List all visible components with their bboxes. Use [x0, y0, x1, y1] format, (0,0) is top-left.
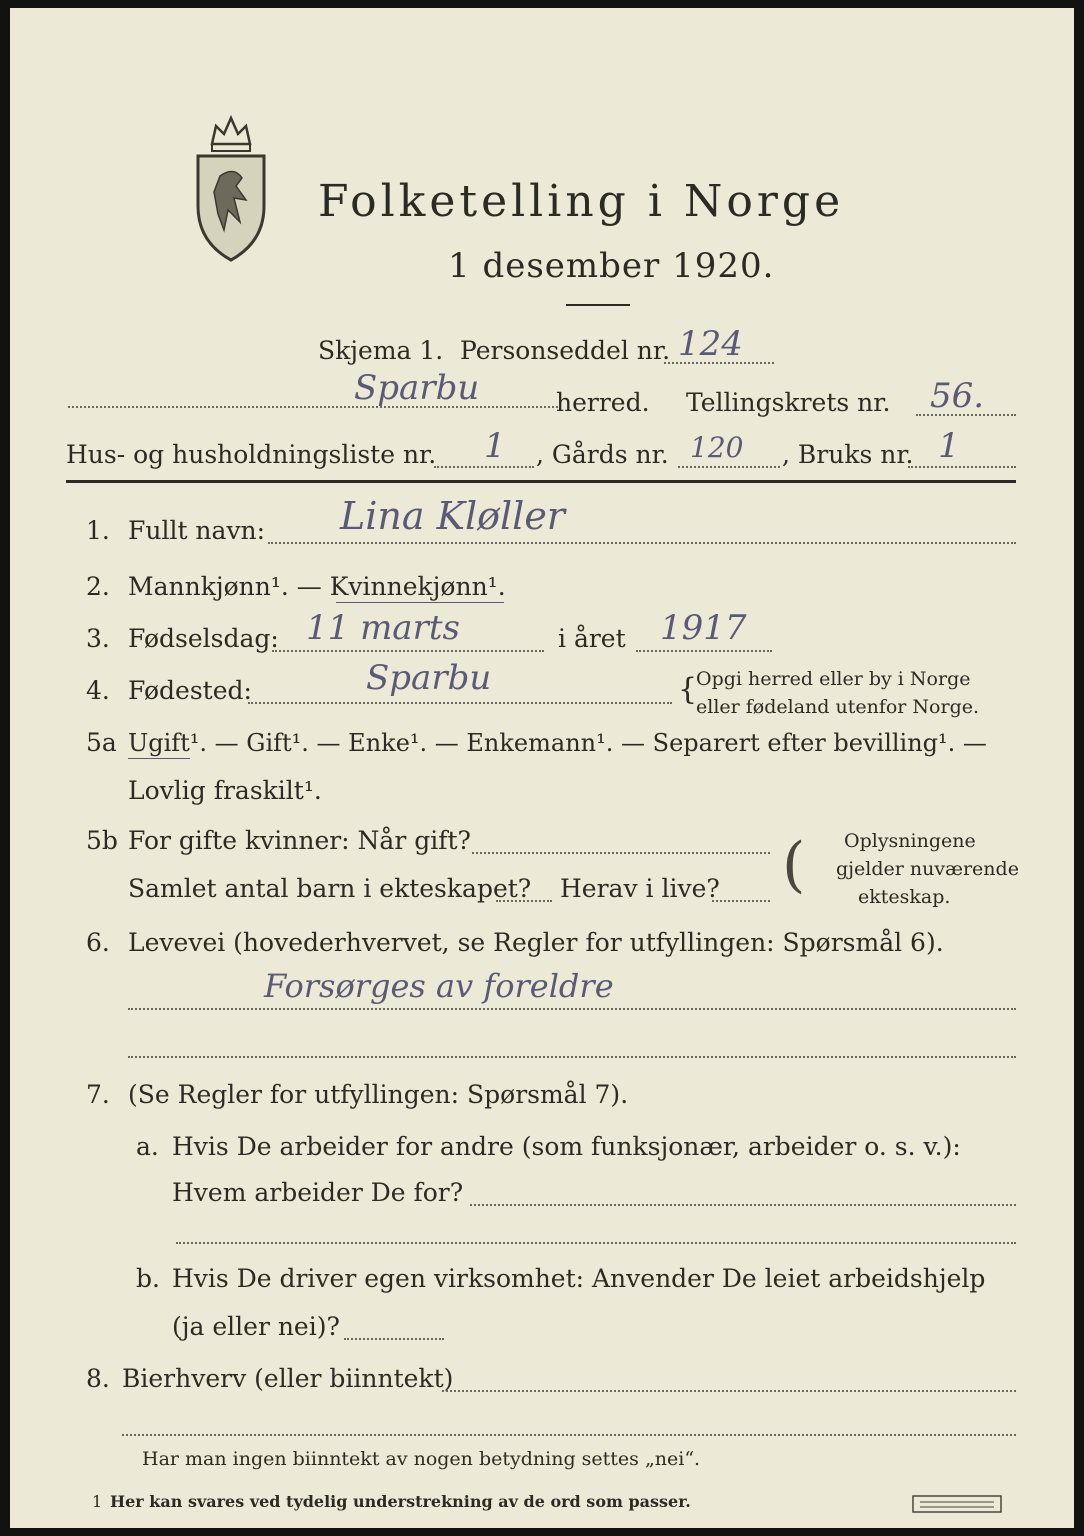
q5b-line1: For gifte kvinner: Når gift? [128, 826, 471, 855]
q7-number: 7. [86, 1080, 110, 1109]
q7b-line [344, 1338, 444, 1340]
q1-value: Lina Kløller [340, 494, 565, 538]
q6-value: Forsørges av foreldre [264, 967, 614, 1005]
q8-number: 8. [86, 1364, 110, 1393]
q3-number: 3. [86, 624, 110, 653]
q3-year-label: i året [558, 624, 626, 653]
q5b-note3: ekteskap. [858, 886, 951, 908]
q3-year-value: 1917 [660, 608, 747, 648]
census-date: 1 desember 1920. [448, 246, 775, 286]
q6-line1 [128, 1008, 1016, 1010]
q3-value: 11 marts [306, 608, 460, 648]
title-divider [566, 304, 630, 306]
bruks-value: 1 [938, 426, 960, 466]
bottom-note: Har man ingen biinntekt av nogen betydning settes „nei“. [142, 1448, 701, 1470]
q5b-line2b: Herav i live? [560, 874, 720, 903]
q3-line [272, 650, 544, 652]
q7a-line2-extra [176, 1242, 1016, 1244]
q1-line [268, 542, 1016, 544]
q4-value: Sparbu [366, 658, 492, 698]
q5a-line1: Ugift¹. — Gift¹. — Enke¹. — Enkemann¹. — Separert efter bevilling¹. — [128, 729, 987, 757]
q7a-line1: Hvis De arbeider for andre (som funksjonær, arbeider o. s. v.): [172, 1132, 961, 1161]
q8-label: Bierhverv (eller biinntekt) [122, 1364, 454, 1393]
q2-number: 2. [86, 572, 110, 601]
q7b-line1: Hvis De driver egen virksomhet: Anvender De leiet arbeidshjelp [172, 1264, 986, 1293]
q7b-line2: (ja eller nei)? [172, 1312, 340, 1341]
footnote: Her kan svares ved tydelig understrekning av de ord som passer. [110, 1492, 691, 1511]
q5b-bracket: ( [782, 830, 806, 900]
q5b-live-line [712, 900, 770, 902]
norwegian-coat-of-arms-icon [190, 114, 272, 264]
census-form [10, 8, 1074, 1528]
tellingskrets-value: 56. [930, 376, 985, 416]
q4-line [248, 702, 672, 704]
q8-line2 [122, 1434, 1016, 1436]
q4-note-line2: eller fødeland utenfor Norge. [696, 696, 980, 718]
gards-label: , Gårds nr. [536, 440, 669, 469]
q5b-number: 5b [86, 826, 118, 855]
q3-year-line [636, 650, 772, 652]
q5a-underline-ugift [128, 758, 190, 759]
q7b-letter: b. [136, 1264, 160, 1293]
hus-value: 1 [484, 426, 506, 466]
q5b-barn-line [496, 900, 552, 902]
q2-text: Mannkjønn¹. — Kvinnekjønn¹. [128, 572, 506, 601]
q5a-line2: Lovlig fraskilt¹. [128, 776, 322, 805]
q7a-letter: a. [136, 1132, 159, 1161]
q5a-number: 5a [86, 728, 117, 757]
bruks-label: , Bruks nr. [782, 440, 914, 469]
form-title: Folketelling i Norge [318, 176, 845, 227]
q6-line2 [128, 1056, 1016, 1058]
printer-stamp-icon [912, 1494, 1002, 1514]
q4-label: Fødested: [128, 676, 252, 705]
section-divider [66, 480, 1016, 483]
herred-value: Sparbu [354, 368, 480, 408]
q4-brace: { [678, 672, 698, 707]
q6-number: 6. [86, 928, 110, 957]
personseddel-value: 124 [678, 324, 743, 364]
q8-line [442, 1390, 1016, 1392]
hus-label: Hus- og husholdningsliste nr. [66, 440, 437, 469]
gards-value: 120 [690, 431, 744, 464]
tellingskrets-label: Tellingskrets nr. [686, 388, 891, 417]
q5b-gift-line [472, 852, 770, 854]
q7-label: (Se Regler for utfyllingen: Spørsmål 7). [128, 1080, 629, 1109]
footnote-mark: 1 [92, 1492, 103, 1511]
hus-line [434, 466, 534, 468]
q7a-line2: Hvem arbeider De for? [172, 1178, 464, 1207]
q5b-note1: Oplysningene [844, 830, 976, 852]
q4-note-line1: Opgi herred eller by i Norge [696, 668, 971, 690]
q4-number: 4. [86, 676, 110, 705]
q5b-line2a: Samlet antal barn i ekteskapet? [128, 874, 532, 903]
q7a-line [470, 1204, 1016, 1206]
herred-line [68, 406, 558, 408]
q1-label: Fullt navn: [128, 516, 266, 545]
q3-label: Fødselsdag: [128, 624, 279, 653]
q6-label: Levevei (hovederhvervet, se Regler for utfyllingen: Spørsmål 6). [128, 928, 944, 957]
herred-label: herred. [556, 388, 650, 417]
q2-underline-kvinnekjonn [336, 602, 504, 603]
personseddel-label: Personseddel nr. [460, 336, 671, 365]
schema-label: Skjema 1. [318, 336, 444, 365]
q5b-note2: gjelder nuværende [836, 858, 1019, 880]
q1-number: 1. [86, 516, 110, 545]
bruks-line [908, 466, 1016, 468]
